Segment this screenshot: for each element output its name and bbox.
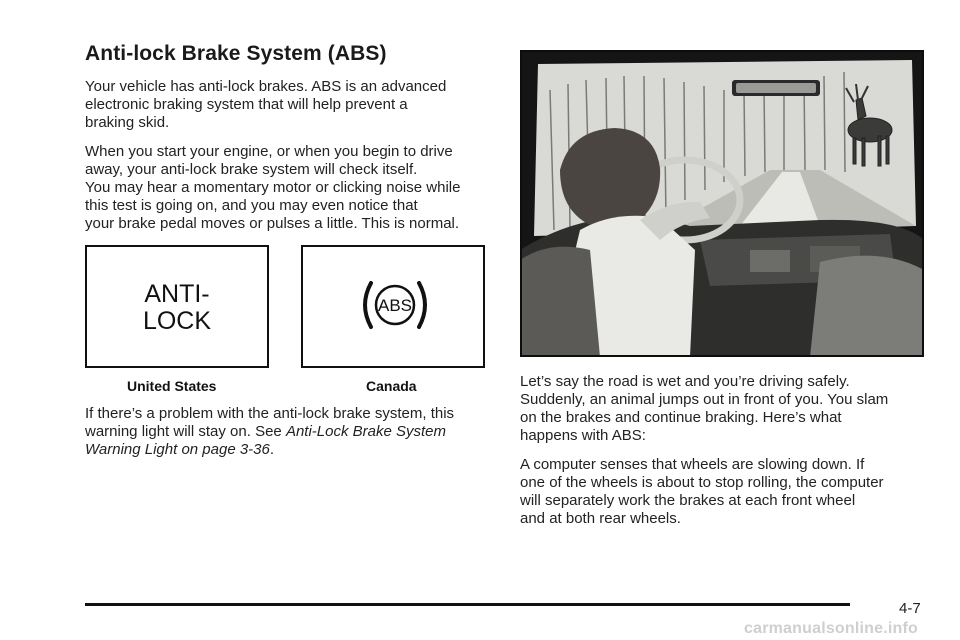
- text-line: A computer senses that wheels are slowing down. If: [520, 456, 865, 473]
- footer-divider: [85, 603, 850, 606]
- text-line: If there’s a problem with the anti-lock brake system, this: [85, 405, 455, 422]
- text-line: and at both rear wheels.: [520, 510, 681, 527]
- anti-lock-line: LOCK: [142, 307, 212, 335]
- text-line: away, your anti-lock brake system will check itself.: [85, 161, 418, 178]
- text-line: on the brakes and continue braking. Here’s what: [520, 409, 842, 426]
- scenario-paragraph: [520, 373, 930, 445]
- text-line: Let’s say the road is wet and you’re driving safely.: [520, 373, 850, 390]
- anti-lock-line: ANTI-: [144, 280, 210, 308]
- text-line: [85, 423, 495, 441]
- text-line: your brake pedal moves or pulses a little. This is normal.: [85, 215, 460, 232]
- text-fragment: .: [269, 441, 275, 458]
- page-number: 4-7: [899, 600, 921, 617]
- canada-warning-light: [301, 245, 485, 368]
- text-line: will separately work the brakes at each front wheel: [520, 492, 856, 509]
- text-line: electronic braking system that will help prevent a: [85, 96, 408, 113]
- site-watermark: carmanualsonline.info: [744, 620, 919, 637]
- abs-function-paragraph: [520, 456, 930, 528]
- anti-lock-label: [87, 281, 267, 335]
- section-title: Anti-lock Brake System (ABS): [85, 42, 387, 65]
- warning-light-panels: [85, 245, 495, 405]
- text-line: [85, 441, 495, 459]
- text-line: braking skid.: [85, 114, 170, 131]
- text-line: Your vehicle has anti-lock brakes. ABS is an advanced: [85, 78, 447, 95]
- text-line: this test is going on, and you may even notice that: [85, 197, 418, 214]
- left-column: [85, 42, 495, 470]
- right-column: [520, 373, 930, 539]
- cross-reference-link[interactable]: Anti-Lock Brake System: [285, 423, 446, 440]
- us-warning-light: [85, 245, 269, 368]
- abs-symbol-icon: [357, 275, 433, 335]
- warning-light-paragraph: [85, 405, 495, 459]
- text-line: Suddenly, an animal jumps out in front of you. You slam: [520, 391, 889, 408]
- text-line: one of the wheels is about to stop rolling, the computer: [520, 474, 884, 491]
- text-line: When you start your engine, or when you begin to drive: [85, 143, 453, 160]
- text-line: You may hear a momentary motor or clicking noise while: [85, 179, 461, 196]
- canada-caption: Canada: [366, 378, 417, 394]
- text-line: happens with ABS:: [520, 427, 646, 444]
- abs-symbol-text: ABS: [377, 296, 413, 315]
- abs-intro-paragraph: [85, 78, 495, 132]
- text-fragment: warning light will stay on. See: [85, 423, 286, 440]
- us-caption: United States: [127, 378, 217, 394]
- cross-reference-link[interactable]: Warning Light on page 3-36: [85, 441, 270, 458]
- driver-deer-illustration: [520, 50, 924, 357]
- illustration-drawing: [520, 50, 924, 357]
- self-check-paragraph: [85, 143, 495, 233]
